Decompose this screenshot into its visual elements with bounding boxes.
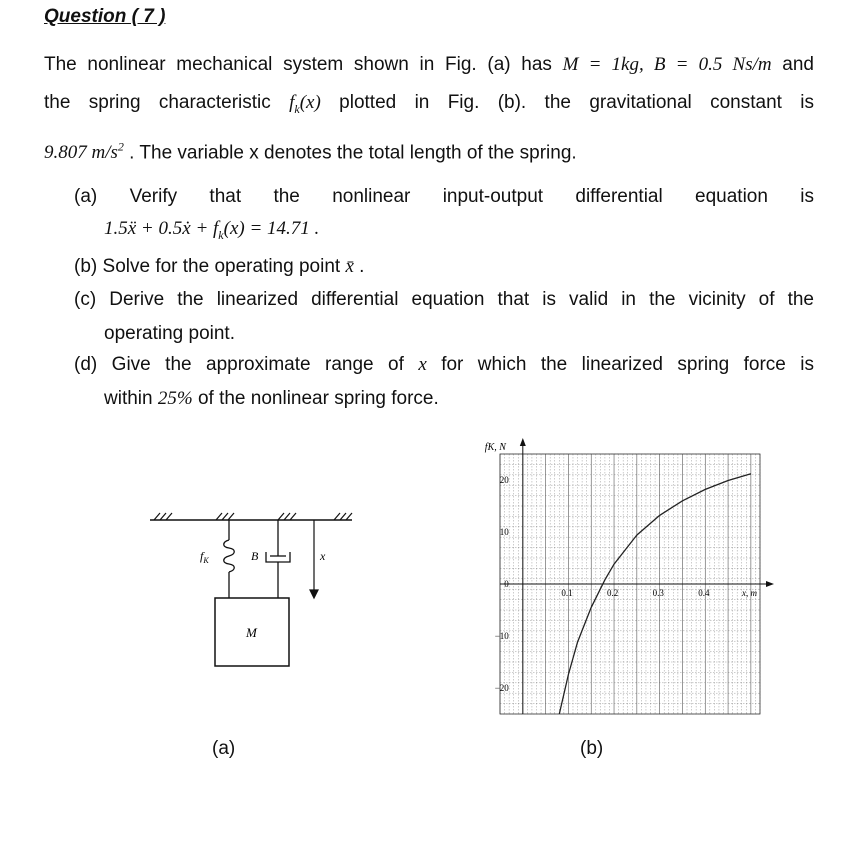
figure-b-caption: (b) xyxy=(580,738,604,759)
y-tick-label: −20 xyxy=(494,683,509,693)
given-values: M = 1kg, B = 0.5 Ns/m xyxy=(562,54,772,75)
x-tick-label: 0.2 xyxy=(607,588,619,598)
part-c: (c) Derive the linearized differential equation that is valid in the vicinity of the operating point. xyxy=(74,289,814,344)
part-d-label: (d) xyxy=(74,354,98,375)
y-axis-label: fK, N xyxy=(484,442,506,453)
mass-label: M xyxy=(246,625,257,640)
problem-statement xyxy=(44,46,814,172)
y-tick-label: 0 xyxy=(504,579,509,589)
part-b-label: (b) xyxy=(74,256,98,277)
figure-a-mechanical-system xyxy=(140,500,370,680)
damper-label: B xyxy=(251,549,259,563)
figure-b-spring-chart xyxy=(450,432,780,722)
part-c-label: (c) xyxy=(74,289,97,310)
spring-function: $f_k(x)$ xyxy=(289,92,321,116)
ceiling-hatch xyxy=(154,513,352,520)
y-tick-label: 20 xyxy=(499,475,509,485)
y-tick-label: −10 xyxy=(494,631,509,641)
x-axis-label: x, m xyxy=(742,588,757,598)
statement-line-2: the spring characteristic $f_k(x)$ plotted in Fig. (b). the gravitational constant is xyxy=(44,92,814,116)
part-a: (a) Verify that the nonlinear input-output differential equation is 1.5ẍ + 0.5ẋ + $f_k(x) = 14.71$ . xyxy=(74,180,814,250)
nonlinear-equation: 1.5ẍ + 0.5ẋ + $f_k(x) = 14.71$ . xyxy=(104,218,320,242)
y-axis-arrow xyxy=(520,438,526,446)
part-a-label: (a) xyxy=(74,186,98,207)
figure-a-caption: (a) xyxy=(212,738,236,759)
x-tick-label: 0.1 xyxy=(561,588,573,598)
statement-line-1: The nonlinear mechanical system shown in Fig. (a) has M = 1kg, B = 0.5 Ns/m and xyxy=(44,54,814,75)
y-tick-label: 10 xyxy=(499,527,509,537)
damper-element xyxy=(266,520,290,598)
question-heading: Question ( 7 ) xyxy=(44,6,166,27)
displacement-arrow xyxy=(310,520,318,598)
spring-label: $f_K$ xyxy=(200,549,209,565)
statement-line-3: 9.807 $m/s^2$ . The variable x denotes the total length of the spring. xyxy=(44,139,577,164)
x-tick-label: 0.3 xyxy=(652,588,664,598)
x-tick-label: 0.4 xyxy=(698,588,710,598)
displacement-label: x xyxy=(320,549,326,563)
spring-element xyxy=(224,520,235,598)
part-d: (d) Give the approximate range of x for which the linearized spring force is within 25% of the nonlinear spring force. xyxy=(74,354,814,409)
operating-point-symbol: x̄ xyxy=(345,256,354,277)
gravity-constant: 9.807 $m/s^2$ xyxy=(44,139,124,164)
part-b: (b) Solve for the operating point x̄ . xyxy=(74,256,365,277)
x-axis-arrow xyxy=(766,581,774,587)
